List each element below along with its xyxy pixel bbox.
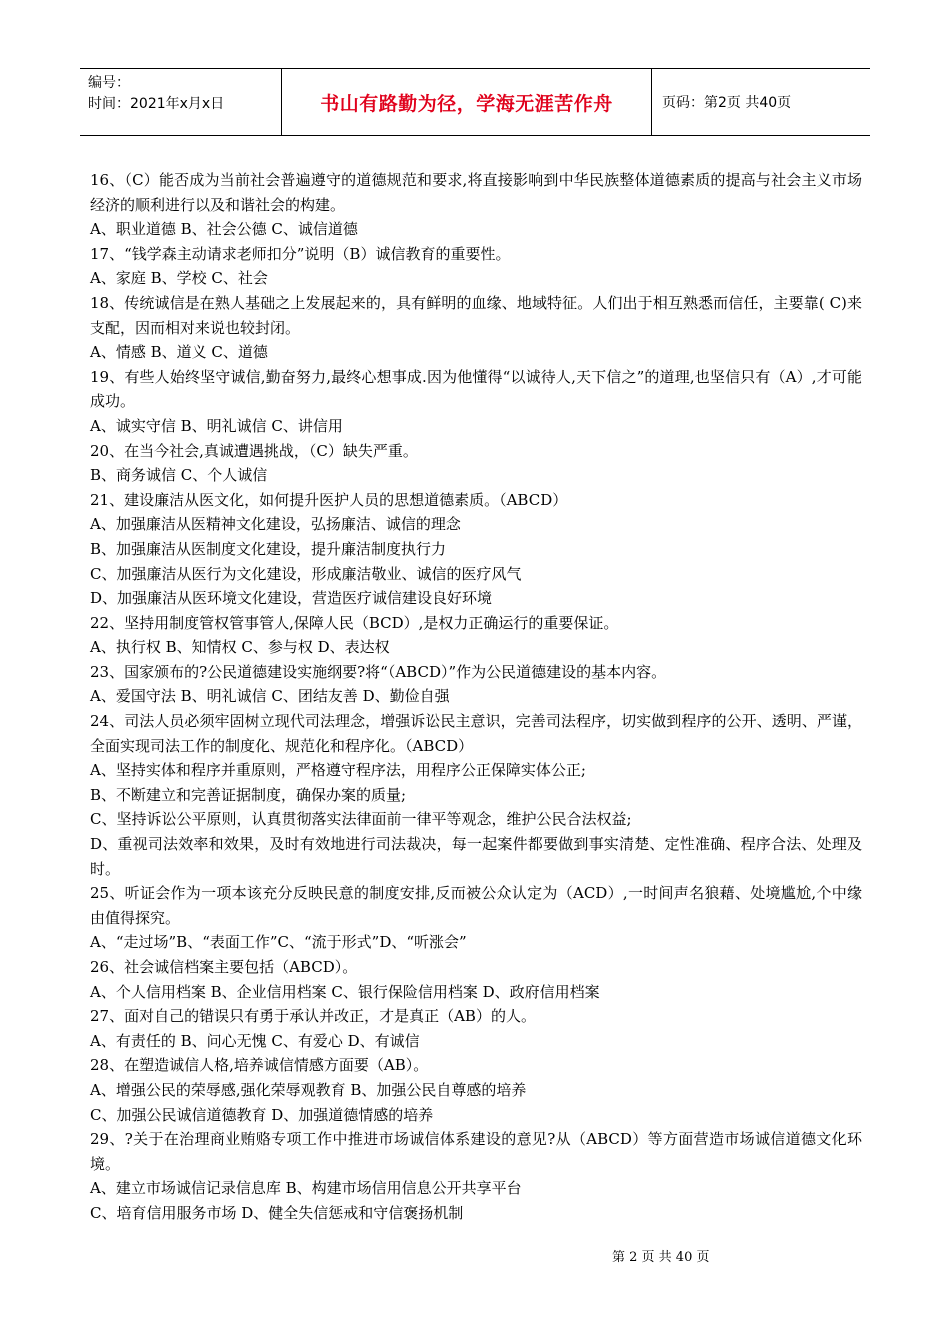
- date-label: 时间：2021年x月x日: [88, 96, 225, 112]
- text-line: A、情感 B、道义 C、道德: [90, 343, 268, 362]
- text-line: A、建立市场诚信记录信息库 B、构建市场信用信息公开共享平台: [90, 1179, 522, 1198]
- text-line: A、诚实守信 B、明礼诚信 C、讲信用: [90, 416, 343, 435]
- text-line: A、爱国守法 B、明礼诚信 C、团结友善 D、勤俭自强: [90, 687, 450, 706]
- text-line: 24、司法人员必须牢固树立现代司法理念，增强诉讼民主意识，完善司法程序，切实做到程序的公开、透明、严谨，全面实现司法工作的制度化、规范化和程序化。（ABCD）: [90, 712, 862, 755]
- text-line: 29、?关于在治理商业贿赂专项工作中推进市场诚信体系建设的意见?从（ABCD）等方面营造市场诚信道德文化环境。: [90, 1130, 862, 1173]
- text-line: D、加强廉洁从医环境文化建设，营造医疗诚信建设良好环境: [90, 589, 493, 608]
- text-line: 21、建设廉洁从医文化，如何提升医护人员的思想道德素质。（ABCD）: [90, 490, 568, 509]
- text-line: D、重视司法效率和效果，及时有效地进行司法裁决，每一起案件都要做到事实清楚、定性准确、程序合法、处理及时。: [90, 835, 862, 878]
- header-motto: 书山有路勤为径，学海无涯苦作舟: [282, 69, 652, 135]
- text-line: C、坚持诉讼公平原则，认真贯彻落实法律面前一律平等观念，维护公民合法权益;: [90, 810, 632, 829]
- text-line: A、执行权 B、知情权 C、参与权 D、表达权: [90, 638, 390, 657]
- text-line: A、“走过场”B、“表面工作”C、“流于形式”D、“听涨会”: [90, 933, 467, 952]
- text-line: 27、面对自己的错误只有勇于承认并改正，才是真正（AB）的人。: [90, 1007, 536, 1026]
- text-line: 22、坚持用制度管权管事管人,保障人民（BCD）,是权力正确运行的重要保证。: [90, 613, 619, 632]
- text-line: 17、“钱学森主动请求老师扣分”说明（B）诚信教育的重要性。: [90, 244, 511, 263]
- text-line: A、坚持实体和程序并重原则，严格遵守程序法，用程序公正保障实体公正;: [90, 761, 586, 780]
- text-line: A、增强公民的荣辱感,强化荣辱观教育 B、加强公民自尊感的培养: [90, 1080, 527, 1099]
- text-line: A、有责任的 B、问心无愧 C、有爱心 D、有诚信: [90, 1031, 420, 1050]
- text-line: B、加强廉洁从医制度文化建设，提升廉洁制度执行力: [90, 539, 447, 558]
- text-line: B、不断建立和完善证据制度，确保办案的质量;: [90, 785, 407, 804]
- serial-number-label: 编号：: [88, 75, 130, 91]
- text-line: 23、国家颁布的?公民道德建设实施纲要?将“（ABCD）”作为公民道德建设的基本内容。: [90, 662, 667, 681]
- text-line: B、商务诚信 C、个人诚信: [90, 466, 268, 485]
- footer-page-number: 第 2 页 共 40 页: [612, 1250, 710, 1265]
- text-line: 26、社会诚信档案主要包括（ABCD）。: [90, 958, 358, 976]
- text-line: A、家庭 B、学校 C、社会: [90, 269, 268, 288]
- text-line: C、加强廉洁从医行为文化建设，形成廉洁敬业、诚信的医疗风气: [90, 564, 522, 583]
- text-line: 16、（C）能否成为当前社会普遍遵守的道德规范和要求,将直接影响到中华民族整体道德素质的提高与社会主义市场经济的顺利进行以及和谐社会的构建。: [90, 171, 862, 214]
- text-line: A、个人信用档案 B、企业信用档案 C、银行保险信用档案 D、政府信用档案: [90, 982, 600, 1001]
- header-left-cell: [80, 69, 282, 135]
- text-line: 20、在当今社会,真诚遭遇挑战，（C）缺失严重。: [90, 441, 418, 460]
- text-line: 19、有些人始终坚守诚信,勤奋努力,最终心想事成.因为他懂得“以诚待人,天下信之”的道理,也坚信只有（A）,才可能成功。: [90, 367, 862, 411]
- text-line: 18、传统诚信是在熟人基础之上发展起来的，具有鲜明的血缘、地域特征。人们出于相互熟悉而信任，主要靠( C)来支配，因而相对来说也较封闭。: [90, 293, 862, 337]
- page-header: [80, 68, 870, 136]
- text-line: 28、在塑造诚信人格,培养诚信情感方面要（AB）。: [90, 1056, 429, 1075]
- text-line: A、加强廉洁从医精神文化建设，弘扬廉洁、诚信的理念: [90, 515, 461, 534]
- text-line: 25、听证会作为一项本该充分反映民意的制度安排,反而被公众认定为（ACD）,一时间声名狼藉、处境尴尬,个中缘由值得探究。: [90, 884, 862, 927]
- text-line: C、培育信用服务市场 D、健全失信惩戒和守信褒扬机制: [90, 1203, 464, 1222]
- header-page-info: 页码：第2页 共40页: [662, 95, 792, 111]
- text-line: A、职业道德 B、社会公德 C、诚信道德: [90, 220, 358, 239]
- text-line: C、加强公民诚信道德教育 D、加强道德情感的培养: [90, 1105, 434, 1124]
- document-body: [90, 168, 862, 1226]
